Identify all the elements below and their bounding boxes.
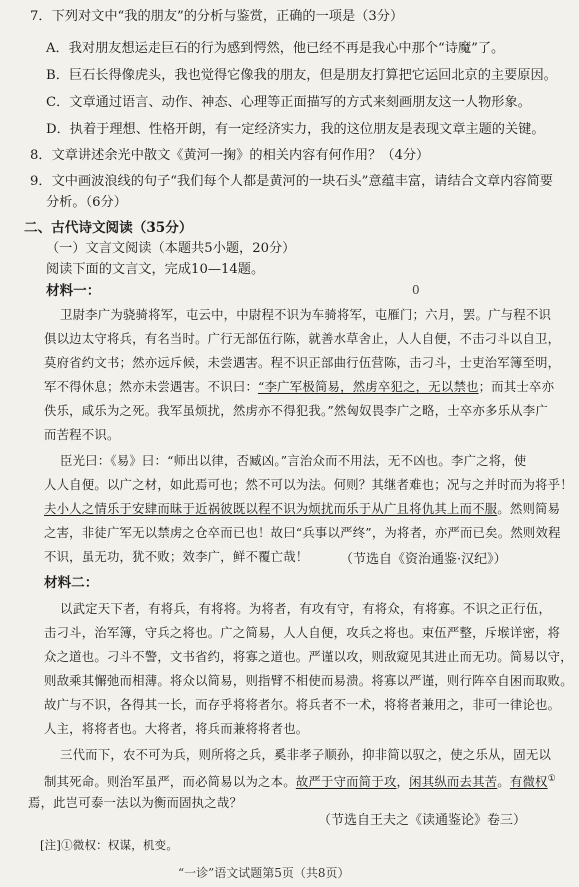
q7-option-b: B．巨石长得像虎头，我也觉得它像我的朋友，但是朋友打算把它运回北京的主要原因。 <box>46 68 557 83</box>
m2-line-with-underlines <box>44 770 556 791</box>
q9-text-cont: 分析。（6分） <box>46 195 127 210</box>
m1-line: 人人自便。以广之材，如此焉可也；然不可以为法。何则？其继者难也；况与之并时而为将乎！ <box>44 477 573 492</box>
section-title: 二、古代诗文阅读（35分） <box>24 220 193 236</box>
m2-line: 以武定天下者，有将兵，有将将。为将者，有攻有守，有将众，有将寡。不识之正行伍， <box>60 601 552 616</box>
m1-line: 佚乐，咸乐为之死。我军虽烦扰，然虏亦不得犯我。”然匈奴畏李广之略，士卒亦多乐从李广 <box>44 403 548 418</box>
m2-line: 击刁斗，治军簿，守兵之将也。广之简易，人人自便，攻兵之将也。束伍严整，斥堠详密，将 <box>44 625 561 640</box>
m2-line: 人主，将将者也。大将者，将兵而兼将将者也。 <box>44 721 309 736</box>
m1-line: 不识，虽无功，犹不败；效李广，鲜不覆亡哉！ <box>44 549 309 564</box>
m2-line: 焉，此岂可泰一法以为衡而固执之哉？ <box>28 795 243 810</box>
m2-underlined-phrase: 故严于守而简于攻 <box>295 774 397 790</box>
m1-line: 而苦程不识。 <box>44 427 120 442</box>
m2-underlined-phrase: 闲其纵而去其苦 <box>409 774 498 790</box>
m2-line: 三代而下，农不可为兵，则所将之兵，奚非孝子顺孙，抑非简以驭之，使之乐从，固无以 <box>60 747 552 762</box>
material1-source: （节选自《资治通鉴·汉纪》） <box>340 552 507 567</box>
footnote-marker: ① <box>547 774 556 784</box>
m1-text: 军不得休息；然亦未尝遇害。不识曰： <box>44 379 259 394</box>
m2-text: 制其死命。则治军虽严，而必简易以为之本。 <box>44 774 296 790</box>
q7-option-c: C．文章通过语言、动作、神态、心理等正面描写的方式来刻画朋友这一人物形象。 <box>46 95 531 110</box>
m1-line-with-quote <box>44 378 554 396</box>
m2-underlined-phrase: 有微权 <box>509 774 548 790</box>
m2-line: 众之道也。刁斗不警，文书省约，将寡之道也。严谨以攻，则敌窥见其进止而无功。简易以守， <box>44 649 573 664</box>
m1-line: 俱以边太守将兵，有名当时。广行无部伍行陈，就善水草舍止，人人自便，不击刁斗以自卫， <box>44 331 561 346</box>
footnote: [注]①微权：权谋，机变。 <box>40 838 179 852</box>
q9-text: 9．文中画波浪线的句子“我们每个人都是黄河的一块石头”意蕴丰富，请结合文章内容简要 <box>30 174 553 189</box>
m1-text: 。然则简易 <box>497 501 561 516</box>
material2-source: （节选自王夫之《读通鉴论》卷三） <box>318 813 527 828</box>
m1-line-with-underline <box>44 500 560 518</box>
material2-label: 材料二： <box>44 575 99 591</box>
q7-option-a: A．我对朋友想运走巨石的行为感到愕然，他已经不再是我心中那个“诗魔”了。 <box>46 41 505 56</box>
q7-stem: 7．下列对文中“我的朋友”的分析与鉴赏，正确的一项是（3分） <box>30 9 404 24</box>
subsection-title: （一）文言文阅读（本题共5小题，20分） <box>46 241 296 256</box>
m2-text: 。 <box>497 774 510 790</box>
m1-line: 卫尉李广为骁骑将军，屯云中，中尉程不识为车骑将军，屯雁门；六月，罢。广与程不识 <box>60 307 552 322</box>
m1-underlined-sentence: 夫小人之情乐于安肆而昧于近祸彼既以程不识为烦扰而乐于从广且将仇其上而不服 <box>44 501 498 516</box>
m1-line: 莫府省约文书；然亦远斥候，未尝遇害。程不识正部曲行伍营陈，击刁斗，士吏治军簿至明， <box>44 355 561 370</box>
m1-underlined-quote: “李广军极简易，然虏卒犯之，无以禁也 <box>258 379 479 394</box>
instruction: 阅读下面的文言文，完成10—14题。 <box>46 262 265 277</box>
page-footer: “一诊”语文试题第5页（共8页） <box>178 866 350 880</box>
m2-text: ， <box>396 774 410 790</box>
q7-option-d: D．执着于理想、性格开朗，有一定经济实力，我的这位朋友是表现文章主题的关键。 <box>46 122 545 137</box>
material1-label: 材料一： <box>46 283 101 299</box>
m1-text: ；而其士卒亦 <box>478 379 555 394</box>
stray-mark: 0 <box>412 283 420 297</box>
m1-line: 臣光曰：《易》曰：“师出以律，否臧凶。”言治众而不用法，无不凶也。李广之将，使 <box>60 453 527 468</box>
m1-line: 之害，非徒广军无以禁虏之仓卒而已也！故曰“兵事以严终”，为将者，亦严而已矣。然则效程 <box>44 525 561 540</box>
m2-line: 则敌乘其懈弛而相薄。将众以简易，则指臂不相使而易溃。将寡以严谨，则行阵卒自困而取败。 <box>44 673 573 688</box>
m2-line: 故广与不识，各得其一长，而存乎将将者尔。将兵者不一术，将将者兼用之，非可一律论也。 <box>44 697 561 712</box>
q8-text: 8．文章讲述余光中散文《黄河一掬》的相关内容有何作用？（4分） <box>30 148 430 163</box>
